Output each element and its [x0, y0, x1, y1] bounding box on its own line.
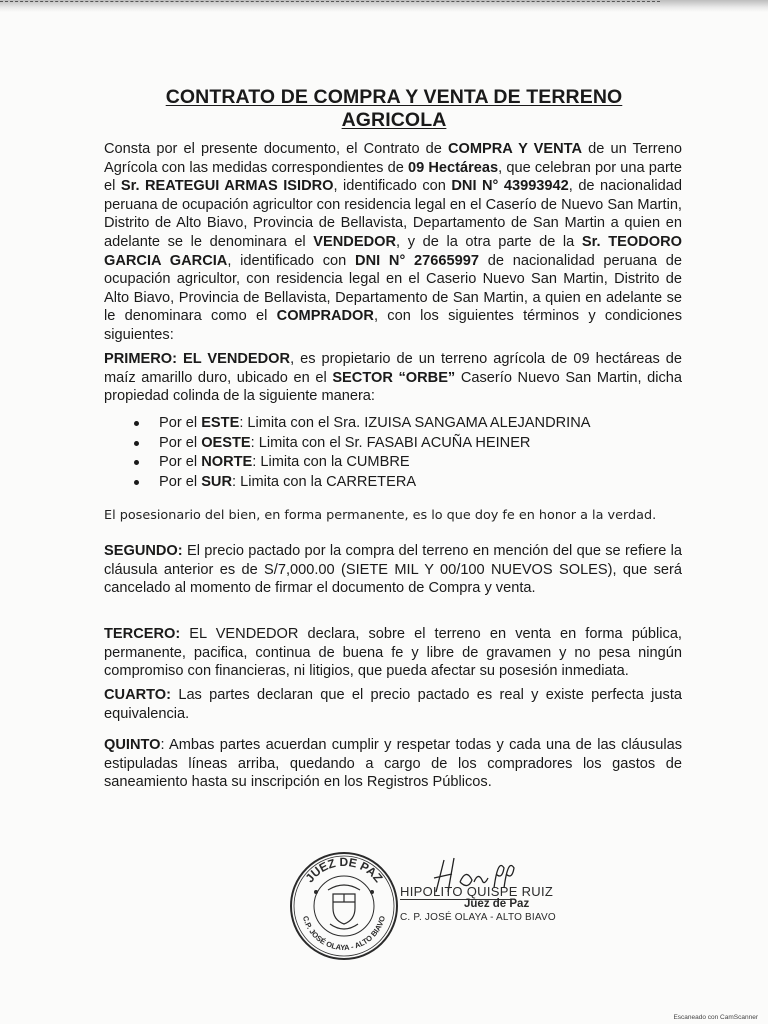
judge-seal-stamp [288, 850, 400, 962]
list-item: Por el NORTE: Limita con la CUMBRE [104, 453, 591, 473]
top-dashed-border [0, 1, 660, 2]
clause-segundo: SEGUNDO: El precio pactado por la compra del terreno en mención del que se refiere la cláusula anterior es de S/7,000.00 (SIETE MIL Y 00/100 NUEVOS SOLES), que será cancelado al momento de firmar el documento de Compra y venta. [104, 543, 682, 597]
scanner-watermark: Escaneado con CamScanner [673, 1014, 758, 1021]
document-title-line2: AGRICOLA [341, 109, 447, 131]
signer-role: Juez de Paz [464, 898, 530, 910]
clause-primero: PRIMERO: EL VENDEDOR, es propietario de un terreno agrícola de 09 hectáreas de maíz amarillo duro, ubicado en el SECTOR “ORBE” Caserío Nuevo San Martin, dicha propiedad colinda de la siguiente manera: [104, 351, 682, 405]
stamp-bottom-text: C.P. JOSÉ OLAYA - ALTO BIAVO [300, 914, 388, 953]
signer-name: HIPOLITO QUISPE RUIZ [400, 884, 554, 899]
signer-place: C. P. JOSÉ OLAYA - ALTO BIAVO [400, 912, 556, 923]
possession-note: El posesionario del bien, en forma permanente, es lo que doy fe en honor a la verdad. [104, 508, 657, 523]
clause-cuarto: CUARTO: Las partes declaran que el precio pactado es real y existe perfecta justa equivalencia. [104, 687, 682, 722]
signer-block [400, 885, 556, 924]
list-item: Por el SUR: Limita con la CARRETERA [104, 473, 591, 493]
clause-tercero: TERCERO: EL VENDEDOR declara, sobre el terreno en venta en forma pública, permanente, pacifica, continua de buena fe y libre de gravamen y no pesa ningún compromiso con financieras, ni litigios, que pueda afectar su posesión inmediata. [104, 626, 682, 680]
boundaries-list [104, 414, 591, 492]
intro-paragraph: Consta por el presente documento, el Contrato de COMPRA Y VENTA de un Terreno Agrícola con las medidas correspondientes de 09 Hectáreas, que celebran por una parte el Sr. REATEGUI ARMAS ISIDRO, identificado con DNI N° 43993942, de nacionalidad peruana de ocupación agricultor con residencia legal en el Caserío de Nuevo San Martin, Distrito de Alto Biavo, Provincia de Bellavista, Departamento de San Martin a quien en adelante se le denominara el VENDEDOR, y de la otra parte de la Sr. TEODORO GARCIA GARCIA, identificado con DNI N° 27665997 de nacionalidad peruana de ocupación agricultor, con residencia legal en el Caserio Nuevo San Martin, Distrito de Alto Biavo, Provincia de Bellavista, Departamento de San Martin, a quien en adelante se le denominara como el COMPRADOR, con los siguientes términos y condiciones siguientes: [104, 141, 682, 343]
document-title: CONTRATO DE COMPRA Y VENTA DE TERRENO [165, 86, 623, 108]
svg-text:C.P. JOSÉ OLAYA - ALTO BIAVO [301, 915, 387, 952]
list-item: Por el OESTE: Limita con el Sr. FASABI ACUÑA HEINER [104, 434, 591, 454]
svg-text:JUEZ DE PAZ [302, 855, 385, 885]
stamp-top-text: JUEZ DE PAZ [302, 854, 386, 886]
coat-of-arms-icon [328, 885, 360, 929]
list-item: Por el ESTE: Limita con el Sra. IZUISA SANGAMA ALEJANDRINA [104, 414, 591, 434]
clause-quinto: QUINTO: Ambas partes acuerdan cumplir y respetar todas y cada una de las cláusulas estipuladas líneas arriba, quedando a cargo de los compradores los gastos de saneamiento hasta su inscripción en los Registros Públicos. [104, 737, 682, 791]
